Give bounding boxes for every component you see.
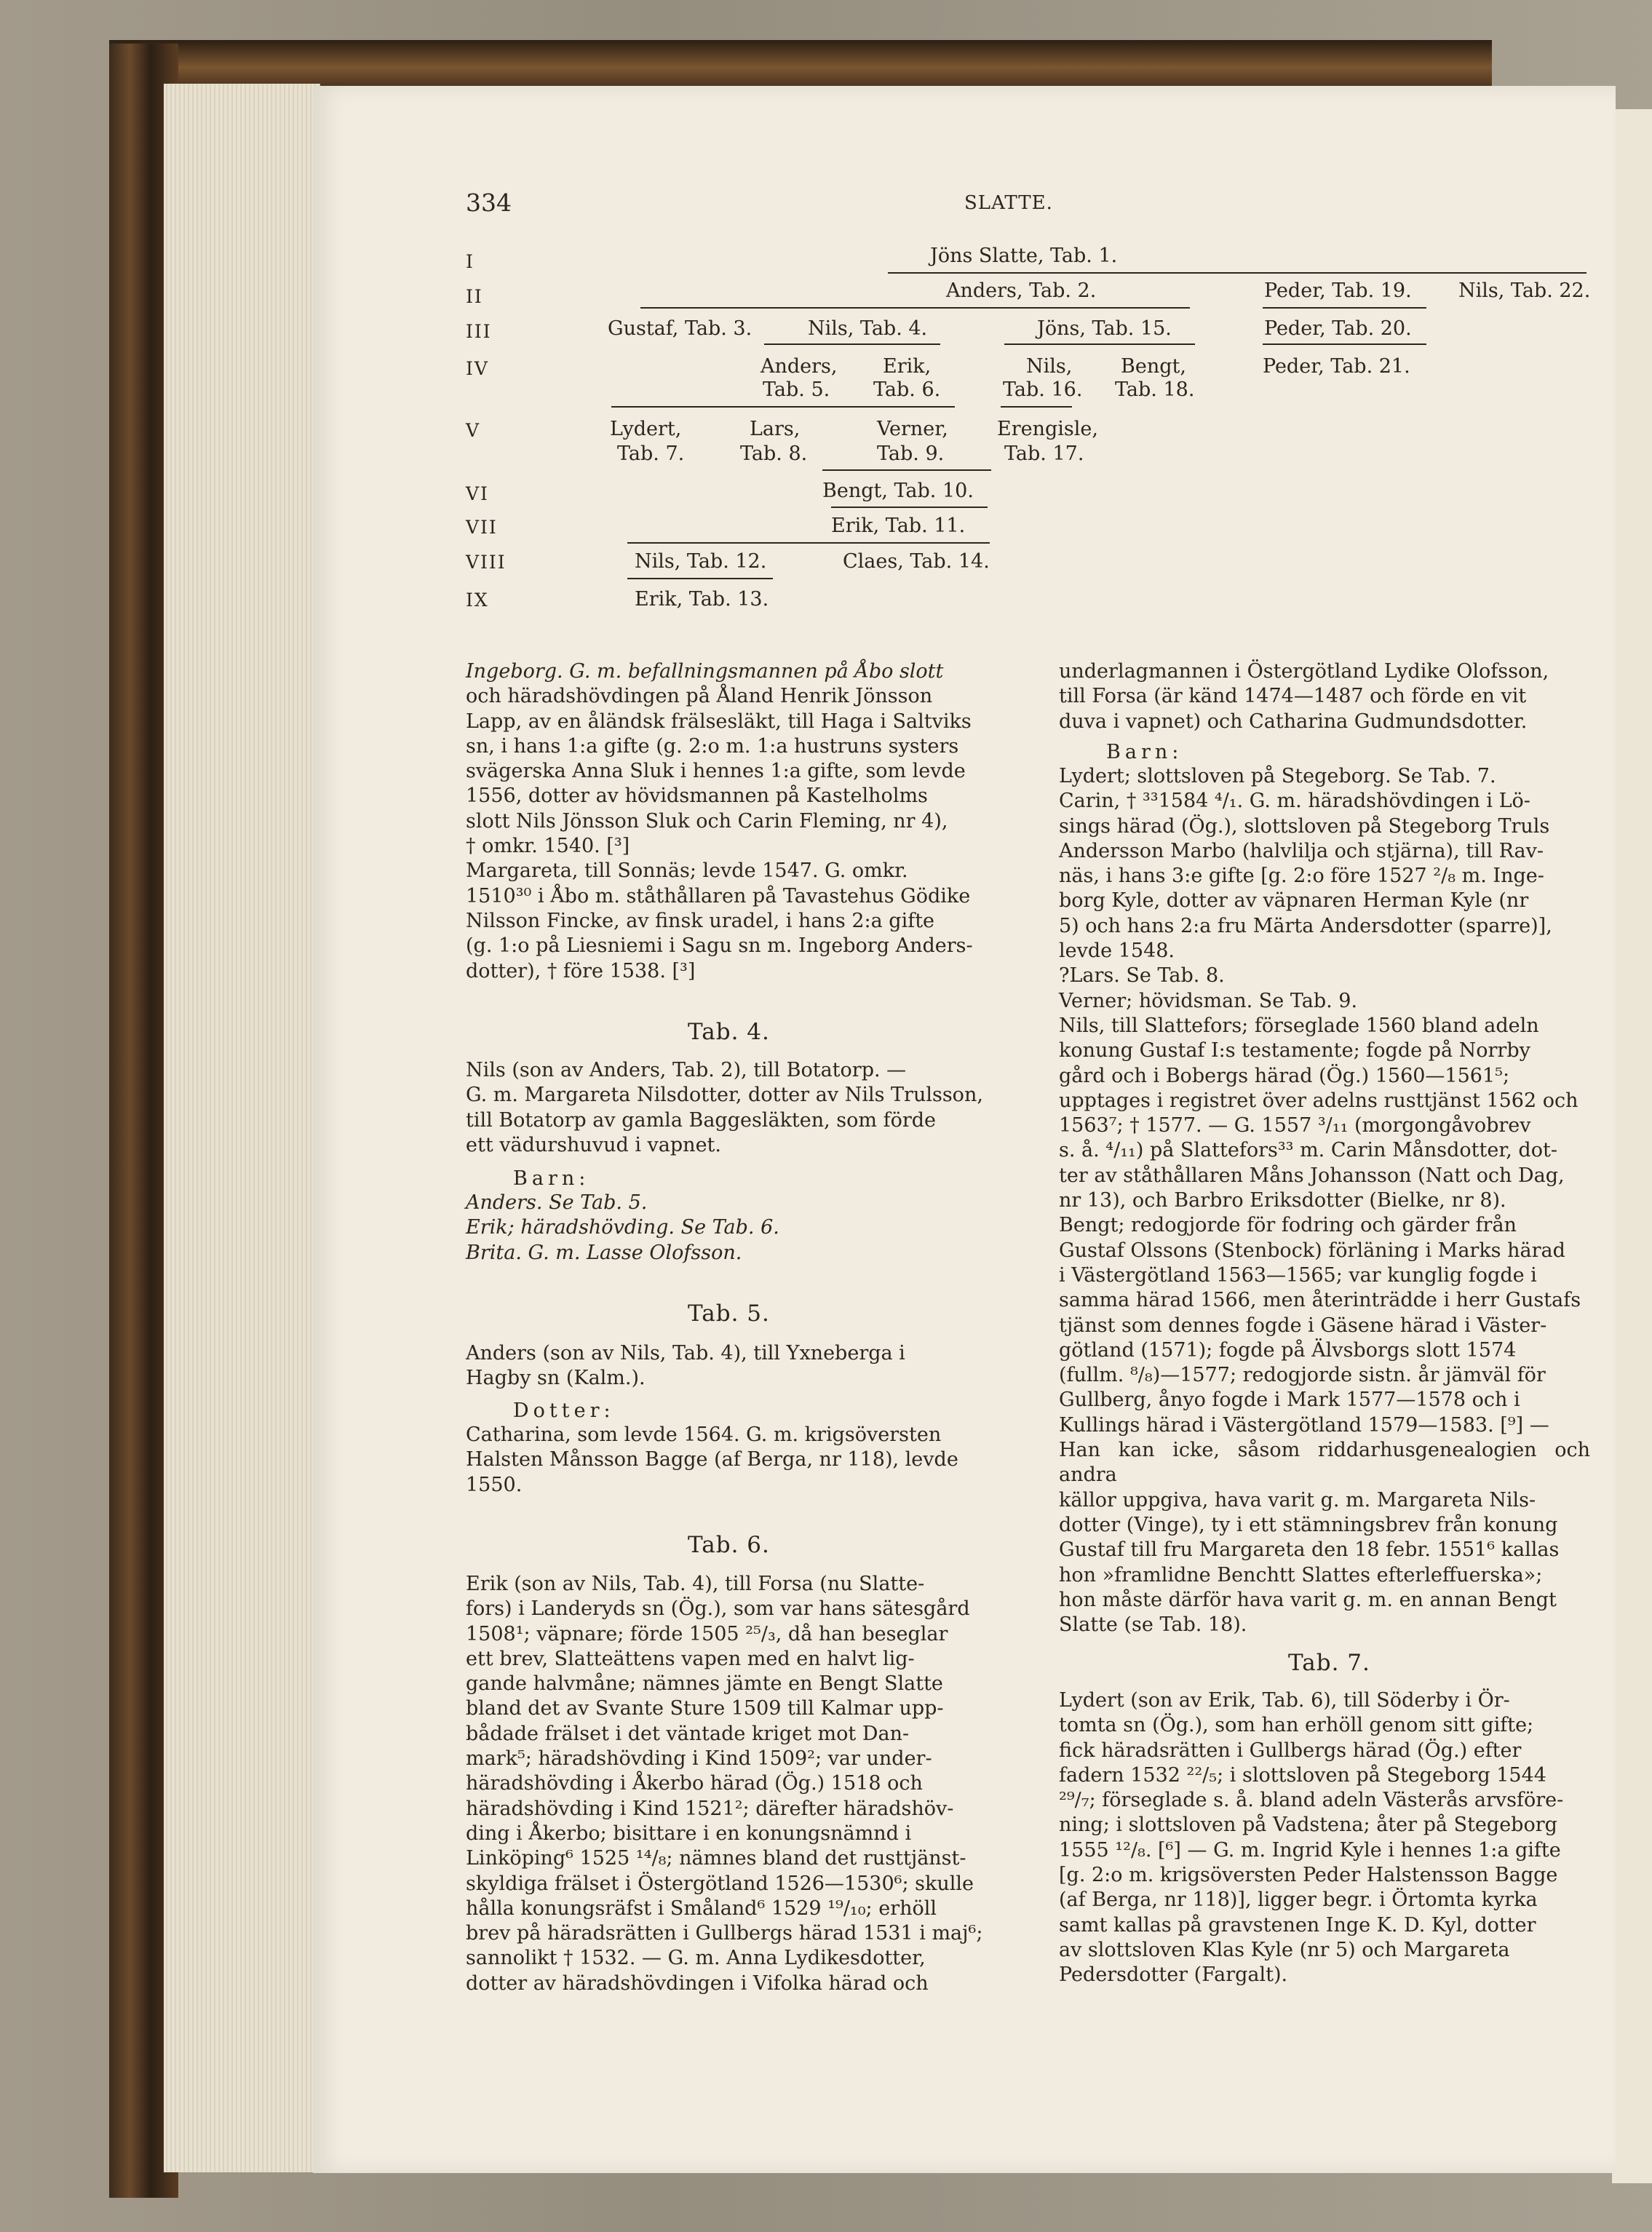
tree-node: Tab. 16. [1003, 378, 1083, 401]
section-heading: Tab. 5. [688, 1300, 770, 1327]
text-line: duva i vapnet) och Catharina Gudmundsdotter. [1059, 710, 1528, 733]
tree-node: Anders, [761, 355, 838, 378]
generation-label: III [466, 321, 492, 342]
page-stack-edge [164, 84, 320, 2172]
tree-node: Erik, [883, 355, 932, 378]
tree-connector [831, 507, 988, 508]
text-line: underlagmannen i Östergötland Lydike Olofsson, [1059, 660, 1549, 683]
tab6-text [466, 1572, 1012, 1996]
generation-label: II [466, 286, 483, 307]
tree-node: Anders, Tab. 2. [946, 279, 1097, 302]
children-label: Barn: [513, 1167, 590, 1190]
generation-label: VI [466, 483, 489, 504]
text-line: tomta sn (Ög.), som han erhöll genom sitt gifte; [1059, 1714, 1534, 1737]
tree-node: Erengisle, [997, 418, 1098, 440]
text-line: Lydert; slottsloven på Stegeborg. Se Tab. 7. [1059, 765, 1496, 787]
children-label: Barn: [1106, 741, 1183, 763]
facing-page-edge [1612, 109, 1652, 2183]
tab5-children [466, 1423, 1012, 1498]
tree-node: Tab. 8. [740, 442, 808, 465]
text-line: svägerska Anna Sluk i hennes 1:a gifte, som levde [466, 760, 966, 783]
text-line: brev på häradsrätten i Gullbergs härad 1531 i maj⁶; [466, 1922, 983, 1945]
tree-node: Lars, [750, 418, 801, 440]
text-line: skyldiga frälset i Östergötland 1526—1530⁶; skulle [466, 1872, 974, 1895]
tree-connector [1001, 406, 1072, 408]
text-line: ding i Åkerbo; bisittare i en konungsnämnd i [466, 1822, 912, 1845]
tree-connector [627, 542, 990, 544]
text-line: 1556, dotter av hövidsmannen på Kastelholms [466, 785, 928, 808]
text-line: Gustaf Olssons (Stenbock) förläning i Marks härad [1059, 1239, 1565, 1262]
tree-node: Tab. 6. [873, 378, 941, 401]
text-line: hon »framlidne Benchtt Slattes efterleffuerska»; [1059, 1563, 1543, 1586]
text-line: nr 13), och Barbro Eriksdotter (Bielke, nr 8). [1059, 1189, 1506, 1212]
text-line: Andersson Marbo (halvlilja och stjärna), till Rav- [1059, 839, 1544, 862]
text-line: sn, i hans 1:a gifte (g. 2:o m. 1:a hustruns systers [466, 734, 959, 758]
text-line: till Botatorp av gamla Baggesläkten, som förde [466, 1108, 937, 1132]
text-line: Linköping⁶ 1525 ¹⁴/₈; nämnes bland det rusttjänst- [466, 1847, 966, 1870]
section-heading: Tab. 4. [688, 1019, 770, 1045]
text-line: 5) och hans 2:a fru Märta Andersdotter (sparre)], [1059, 914, 1552, 937]
text-line: Erik (son av Nils, Tab. 4), till Forsa (nu Slatte- [466, 1573, 925, 1595]
text-line: mark⁵; häradshövding i Kind 1509²; var under- [466, 1747, 932, 1771]
tree-node: Claes, Tab. 14. [843, 550, 990, 573]
text-line: (g. 1:o på Liesniemi i Sagu sn m. Ingeborg Anders- [466, 934, 973, 958]
text-line: dotter), † före 1538. [³] [466, 959, 696, 982]
text-line: Verner; hövidsman. Se Tab. 9. [1059, 989, 1358, 1012]
text-line: bland det av Svante Sture 1509 till Kalmar upp- [466, 1697, 944, 1720]
text-line: gård och i Bobergs härad (Ög.) 1560—1561⁵; [1059, 1064, 1510, 1087]
text-line: 1563⁷; † 1577. — G. 1557 ³/₁₁ (morgongåvobrev [1059, 1114, 1531, 1137]
page-number: 334 [466, 188, 512, 217]
tree-node: Tab. 17. [1004, 442, 1084, 465]
tree-node: Bengt, [1121, 355, 1186, 378]
tree-connector [1004, 343, 1195, 345]
text-line: sings härad (Ög.), slottsloven på Stegeborg Truls [1059, 814, 1550, 838]
section-heading: Tab. 7. [1288, 1650, 1370, 1676]
tree-node: Verner, [877, 418, 948, 440]
tree-node: Bengt, Tab. 10. [822, 480, 974, 502]
tree-node: Peder, Tab. 20. [1264, 317, 1412, 340]
tree-connector [1263, 343, 1426, 345]
text-line: Ingeborg. G. m. befallningsmannen på Åbo slott [466, 660, 944, 683]
tree-connector [611, 406, 955, 408]
text-line: Pedersdotter (Fargalt). [1059, 1963, 1288, 1987]
text-line: tjänst som dennes fogde i Gäsene härad i Väster- [1059, 1314, 1547, 1337]
text-line: fick häradsrätten i Gullbergs härad (Ög.) efter [1059, 1739, 1522, 1762]
text-line: sannolikt † 1532. — G. m. Anna Lydikesdotter, [466, 1947, 926, 1970]
text-line: häradshövding i Kind 1521²; därefter häradshöv- [466, 1797, 954, 1820]
text-line: s. å. ⁴/₁₁) på Slattefors³³ m. Carin Månsdotter, dot- [1059, 1139, 1557, 1162]
text-line: Halsten Månsson Bagge (af Berga, nr 118), levde [466, 1448, 958, 1472]
text-line: fors) i Landeryds sn (Ög.), som var hans sätesgård [466, 1597, 970, 1621]
tab6-children [1059, 764, 1590, 1637]
text-line: Kullings härad i Västergötland 1579—1583. [⁹] — [1059, 1413, 1549, 1437]
text-line: Erik; häradshövding. Se Tab. 6. [466, 1216, 779, 1239]
daughter-label: Dotter: [513, 1399, 615, 1422]
text-line: till Forsa (är känd 1474—1487 och förde en vit [1059, 685, 1527, 708]
text-line: (af Berga, nr 118)], ligger begr. i Örtomta kyrka [1059, 1889, 1538, 1912]
tree-node: Nils, [1026, 355, 1073, 378]
generation-label: IV [466, 358, 489, 379]
text-line: götland (1571); fogde på Älvsborgs slott 1574 [1059, 1338, 1517, 1362]
text-line: borg Kyle, dotter av väpnaren Herman Kyle (nr [1059, 889, 1529, 913]
text-line: ett vädurshuvud i vapnet. [466, 1133, 721, 1156]
text-line: Anders (son av Nils, Tab. 4), till Yxneberga i [466, 1342, 905, 1365]
tab4-children [466, 1191, 1012, 1266]
text-line: G. m. Margareta Nilsdotter, dotter av Nils Trulsson, [466, 1084, 983, 1107]
text-line: slott Nils Jönsson Sluk och Carin Fleming, nr 4), [466, 809, 948, 833]
tree-node: Peder, Tab. 19. [1264, 279, 1412, 302]
text-line: Gullberg, ånyo fogde i Mark 1577—1578 och i [1059, 1389, 1520, 1412]
text-line: av slottsloven Klas Kyle (nr 5) och Margareta [1059, 1938, 1510, 1961]
section-heading: Tab. 6. [688, 1532, 770, 1558]
text-line: ?Lars. Se Tab. 8. [1059, 964, 1225, 988]
text-line: (fullm. ⁸/₈)—1577; redogjorde sistn. år jämväl för [1059, 1364, 1546, 1387]
text-line: bådade frälset i det väntade kriget mot Dan- [466, 1722, 910, 1745]
text-line: Nilsson Fincke, av finsk uradel, i hans 2:a gifte [466, 909, 935, 932]
text-line: gande halvmåne; nämnes jämte en Bengt Slatte [466, 1672, 943, 1696]
text-line: ter av ståthållaren Måns Johansson (Natt och Dag, [1059, 1164, 1565, 1187]
text-line: Hagby sn (Kalm.). [466, 1367, 646, 1390]
text-line: [g. 2:o m. krigsöversten Peder Halstensson Bagge [1059, 1864, 1558, 1887]
generation-label: I [466, 251, 474, 272]
text-line: fadern 1532 ²²/₅; i slottsloven på Stegeborg 1544 [1059, 1763, 1546, 1787]
text-line: ett brev, Slatteättens vapen med en halvt lig- [466, 1647, 915, 1670]
text-line: Anders. Se Tab. 5. [466, 1191, 648, 1214]
tree-node: Nils, Tab. 22. [1458, 279, 1591, 302]
text-line: dotter av häradshövdingen i Vifolka härad och [466, 1971, 929, 1995]
tab5-text [466, 1341, 1012, 1391]
text-line: hon måste därför hava varit g. m. en annan Bengt [1059, 1588, 1557, 1611]
generation-label: VIII [466, 552, 507, 573]
tree-node: Tab. 5. [763, 378, 830, 401]
running-title: SLATTE. [964, 192, 1053, 214]
generation-label: V [466, 420, 481, 441]
text-line: samt kallas på gravstenen Inge K. D. Kyl, dotter [1059, 1913, 1536, 1937]
text-line: upptages i registret över adelns rusttjänst 1562 och [1059, 1089, 1578, 1112]
tree-node: Lydert, [610, 418, 682, 440]
text-line: † omkr. 1540. [³] [466, 835, 630, 858]
text-line: Bengt; redogjorde för fodring och gärder från [1059, 1214, 1517, 1237]
tree-node: Gustaf, Tab. 3. [608, 317, 752, 340]
text-line: Nils (son av Anders, Tab. 2), till Botatorp. — [466, 1059, 907, 1081]
tree-node: Tab. 18. [1115, 378, 1195, 401]
text-line: Gustaf till fru Margareta den 18 febr. 1551⁶ kallas [1059, 1538, 1560, 1562]
tree-node: Tab. 7. [617, 442, 685, 465]
tree-connector [640, 307, 1190, 309]
text-line: i Västergötland 1563—1565; var kunglig fogde i [1059, 1263, 1537, 1287]
text-line: Nils, till Slattefors; förseglade 1560 bland adeln [1059, 1014, 1539, 1037]
tree-connector [822, 469, 991, 471]
tree-node: Erik, Tab. 11. [831, 515, 966, 537]
tree-node: Jöns, Tab. 15. [1037, 317, 1172, 340]
text-line: näs, i hans 3:e gifte [g. 2:o före 1527 ²/₈ m. Inge- [1059, 865, 1544, 888]
text-line: häradshövding i Åkerbo härad (Ög.) 1518 och [466, 1772, 923, 1795]
tab7-text [1059, 1688, 1590, 1988]
text-line: levde 1548. [1059, 940, 1175, 963]
tab4-text [466, 1058, 1012, 1158]
text-line: Slatte (se Tab. 18). [1059, 1613, 1247, 1637]
tree-node: Nils, Tab. 4. [808, 317, 928, 340]
text-line: Lapp, av en åländsk frälsesläkt, till Haga i Saltviks [466, 710, 972, 733]
left-column-intro [466, 659, 1012, 984]
tree-node: Peder, Tab. 21. [1263, 355, 1410, 378]
text-line: 1508¹; väpnare; förde 1505 ²⁵/₃, då han beseglar [466, 1622, 948, 1645]
text-line: 1550. [466, 1473, 523, 1496]
tree-node: Tab. 9. [877, 442, 945, 465]
text-line: 1555 ¹²/₈. [⁶] — G. m. Ingrid Kyle i hennes 1:a gifte [1059, 1838, 1561, 1862]
text-line: och häradshövdingen på Åland Henrik Jönsson [466, 685, 933, 708]
tree-node: Erik, Tab. 13. [635, 588, 769, 611]
generation-label: VII [466, 517, 498, 538]
text-line: 1510³⁰ i Åbo m. ståthållaren på Tavastehus Gödike [466, 884, 971, 908]
tree-connector [764, 343, 940, 345]
tree-node: Jöns Slatte, Tab. 1. [930, 245, 1118, 267]
text-line: Margareta, till Sonnäs; levde 1547. G. omkr. [466, 859, 908, 883]
text-line: Carin, † ³³1584 ⁴/₁. G. m. häradshövdingen i Lö- [1059, 790, 1530, 813]
text-line: Han kan icke, såsom riddarhusgenealogien och andra [1059, 1439, 1590, 1487]
generation-label: IX [466, 589, 489, 611]
text-line: Brita. G. m. Lasse Olofsson. [466, 1241, 742, 1264]
right-column-intro [1059, 659, 1590, 734]
text-line: Lydert (son av Erik, Tab. 6), till Söderby i Ör- [1059, 1689, 1510, 1712]
tree-connector [888, 272, 1587, 274]
text-line: Catharina, som levde 1564. G. m. krigsöversten [466, 1423, 942, 1446]
text-line: konung Gustaf I:s testamente; fogde på Norrby [1059, 1039, 1530, 1063]
tree-connector [627, 578, 773, 579]
text-line: samma härad 1566, men återinträdde i herr Gustafs [1059, 1289, 1581, 1312]
tree-connector [1263, 307, 1426, 309]
tree-node: Nils, Tab. 12. [635, 550, 767, 573]
text-line: ning; i slottsloven på Vadstena; åter på Stegeborg [1059, 1814, 1557, 1837]
text-line: ²⁹/₇; förseglade s. å. bland adeln Västerås arvsföre- [1059, 1789, 1564, 1812]
text-line: dotter (Vinge), ty i ett stämningsbrev från konung [1059, 1513, 1558, 1536]
text-line: hålla konungsräfst i Småland⁶ 1529 ¹⁹/₁₀; erhöll [466, 1897, 937, 1920]
text-line: källor uppgiva, hava varit g. m. Margareta Nils- [1059, 1488, 1536, 1512]
